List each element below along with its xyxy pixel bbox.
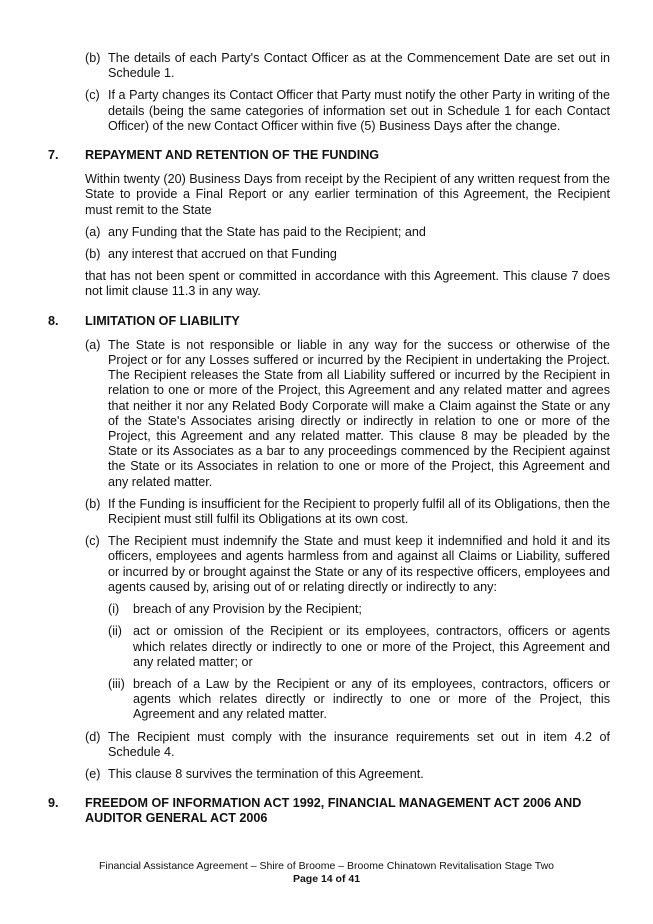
- subitem-text: breach of any Provision by the Recipient;: [133, 602, 362, 617]
- subitem-text: breach of a Law by the Recipient or any of its employees, contractors, officers or agents which relates directly or indirectly to one or more of the Project, this Agreement and any related matter.: [133, 676, 610, 722]
- clause-8e: [48, 767, 610, 782]
- section-number: 9.: [48, 796, 59, 811]
- clause-8c-iii: [48, 677, 610, 723]
- subitem-text: act or omission of the Recipient or its employees, contractors, officers or agents which relates directly or indirectly to one or more of the Project, this Agreement and any related matter; or: [133, 624, 610, 669]
- item-text: any Funding that the State has paid to the Recipient; and: [108, 224, 426, 239]
- section-number: 8.: [48, 313, 59, 328]
- section-8-heading: [48, 314, 610, 329]
- section-title: REPAYMENT AND RETENTION OF THE FUNDING: [85, 148, 380, 163]
- item-label: (b): [85, 496, 101, 511]
- item-label: (b): [85, 247, 101, 262]
- item-label: (b): [85, 51, 101, 65]
- clause-7a: [48, 225, 610, 240]
- clause-8a: [48, 338, 610, 490]
- subitem-label: (ii): [108, 624, 122, 639]
- clause-8b: [48, 497, 610, 527]
- footer-document-title: Financial Assistance Agreement – Shire of Broome – Broome Chinatown Revitalisation Stage Two: [98, 860, 555, 872]
- clause-8c-i: [48, 602, 610, 617]
- item-text: The Recipient must indemnify the State and must keep it indemnified and hold it and its officers, employees and agents harmless from and against all Claims or Liability, suffered or incurred by or brought against the State or any of its respective officers, employees and agents caused by, arising out of or relating directly or indirectly to any:: [108, 534, 610, 594]
- item-text: The details of each Party's Contact Officer as at the Commencement Date are set out in Schedule 1.: [108, 51, 610, 81]
- section-9-heading: [48, 796, 610, 826]
- subitem-label: (i): [108, 602, 120, 617]
- clause-8c: [48, 534, 610, 595]
- clause-6b: [48, 51, 610, 81]
- section-title: FREEDOM OF INFORMATION ACT 1992, FINANCIAL MANAGEMENT ACT 2006 AND AUDITOR GENERAL ACT 2006: [85, 796, 582, 826]
- page-footer: [0, 860, 653, 886]
- section-7-intro: Within twenty (20) Business Days from receipt by the Recipient of any written request from the State to provide a Final Report or any earlier termination of this Agreement, the Recipient must remit to the State: [85, 172, 610, 217]
- item-label: (e): [85, 766, 101, 781]
- section-7-outro: that has not been spent or committed in accordance with this Agreement. This clause 7 does not limit clause 11.3 in any way.: [85, 269, 610, 299]
- item-text: The Recipient must comply with the insurance requirements set out in item 4.2 of Schedule 4.: [108, 729, 610, 759]
- item-label: (c): [85, 534, 100, 549]
- item-label: (a): [85, 337, 101, 352]
- item-label: (c): [85, 88, 100, 103]
- clause-8d: [48, 730, 610, 760]
- clause-7b: [48, 247, 610, 262]
- clause-6c: [48, 88, 610, 134]
- item-label: (d): [85, 729, 101, 744]
- clause-8c-ii: [48, 624, 610, 670]
- page-content: [48, 51, 610, 836]
- subitem-label: (iii): [108, 676, 125, 691]
- item-text: If the Funding is insufficient for the Recipient to properly fulfil all of its Obligations, then the Recipient must still fulfil its Obligations at its own cost.: [108, 496, 610, 527]
- item-label: (a): [85, 224, 101, 239]
- page-number: Page 14 of 41: [292, 873, 361, 885]
- item-text: The State is not responsible or liable in any way for the success or otherwise of the Project or for any Losses suffered or incurred by the Recipient in undertaking the Project. The Recipient releases the State from all Liability suffered or incurred by the Recipient in relation to one or more of the Project, this Agreement and any related matter and agrees that neither it nor any Related Body Corporate will make a Claim against the State or any of the State's Associates arising directly or indirectly in relation to one or more of the Project, this Agreement and any related matter. This clause 8 may be pleaded by the State or its Associates as a bar to any proceedings commenced by the Recipient against the State or its Associates in relation to one or more of the Project, this Agreement and any related matter.: [108, 337, 610, 489]
- section-title: LIMITATION OF LIABILITY: [85, 313, 240, 328]
- item-text: If a Party changes its Contact Officer that Party must notify the other Party in writing of the details (being the same categories of information set out in Schedule 1 for each Contact Officer) of the new Contact Officer within five (5) Business Days after the change.: [108, 88, 610, 133]
- item-text: any interest that accrued on that Funding: [108, 247, 337, 262]
- section-7-heading: [48, 148, 610, 163]
- section-number: 7.: [48, 148, 59, 163]
- item-text: This clause 8 survives the termination of this Agreement.: [108, 766, 424, 781]
